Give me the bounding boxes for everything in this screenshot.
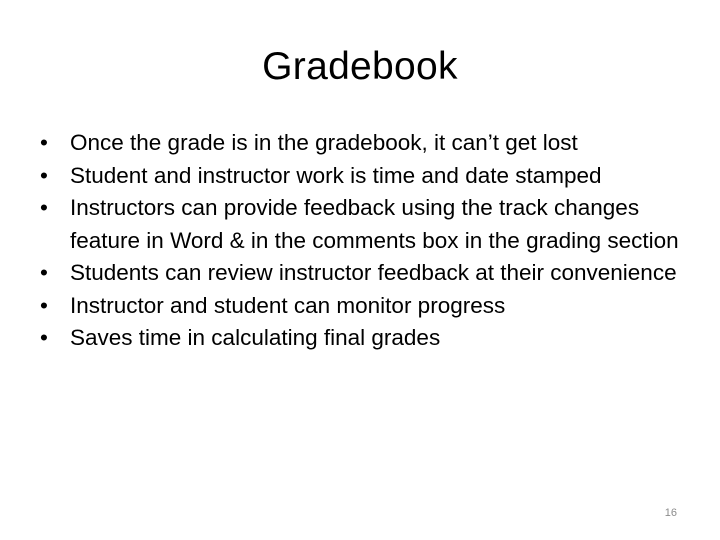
page-number: 16 bbox=[664, 507, 677, 519]
bullet-icon: • bbox=[40, 325, 48, 350]
bullet-icon: • bbox=[40, 292, 48, 318]
bullet-text: Instructor and student can monitor progress bbox=[70, 292, 506, 318]
bullet-item bbox=[40, 160, 680, 193]
bullet-icon: • bbox=[40, 130, 48, 155]
bullet-item bbox=[40, 257, 680, 290]
bullet-item bbox=[40, 127, 680, 160]
bullet-list bbox=[40, 127, 680, 355]
bullet-item bbox=[40, 290, 680, 323]
bullet-icon: • bbox=[40, 260, 48, 285]
bullet-text: Once the grade is in the gradebook, it can’t get lost bbox=[70, 130, 578, 155]
bullet-text: Students can review instructor feedback at their convenience bbox=[70, 260, 677, 285]
bullet-text: Student and instructor work is time and date stamped bbox=[70, 162, 602, 188]
bullet-item bbox=[40, 192, 680, 257]
bullet-text: Instructors can provide feedback using the track changes feature in Word & in the comments box in the grading section bbox=[70, 195, 679, 253]
slide-title: Gradebook bbox=[262, 45, 458, 88]
bullet-text: Saves time in calculating final grades bbox=[70, 325, 441, 350]
bullet-icon: • bbox=[40, 195, 48, 220]
bullet-item bbox=[40, 322, 680, 355]
bullet-icon: • bbox=[40, 162, 48, 188]
